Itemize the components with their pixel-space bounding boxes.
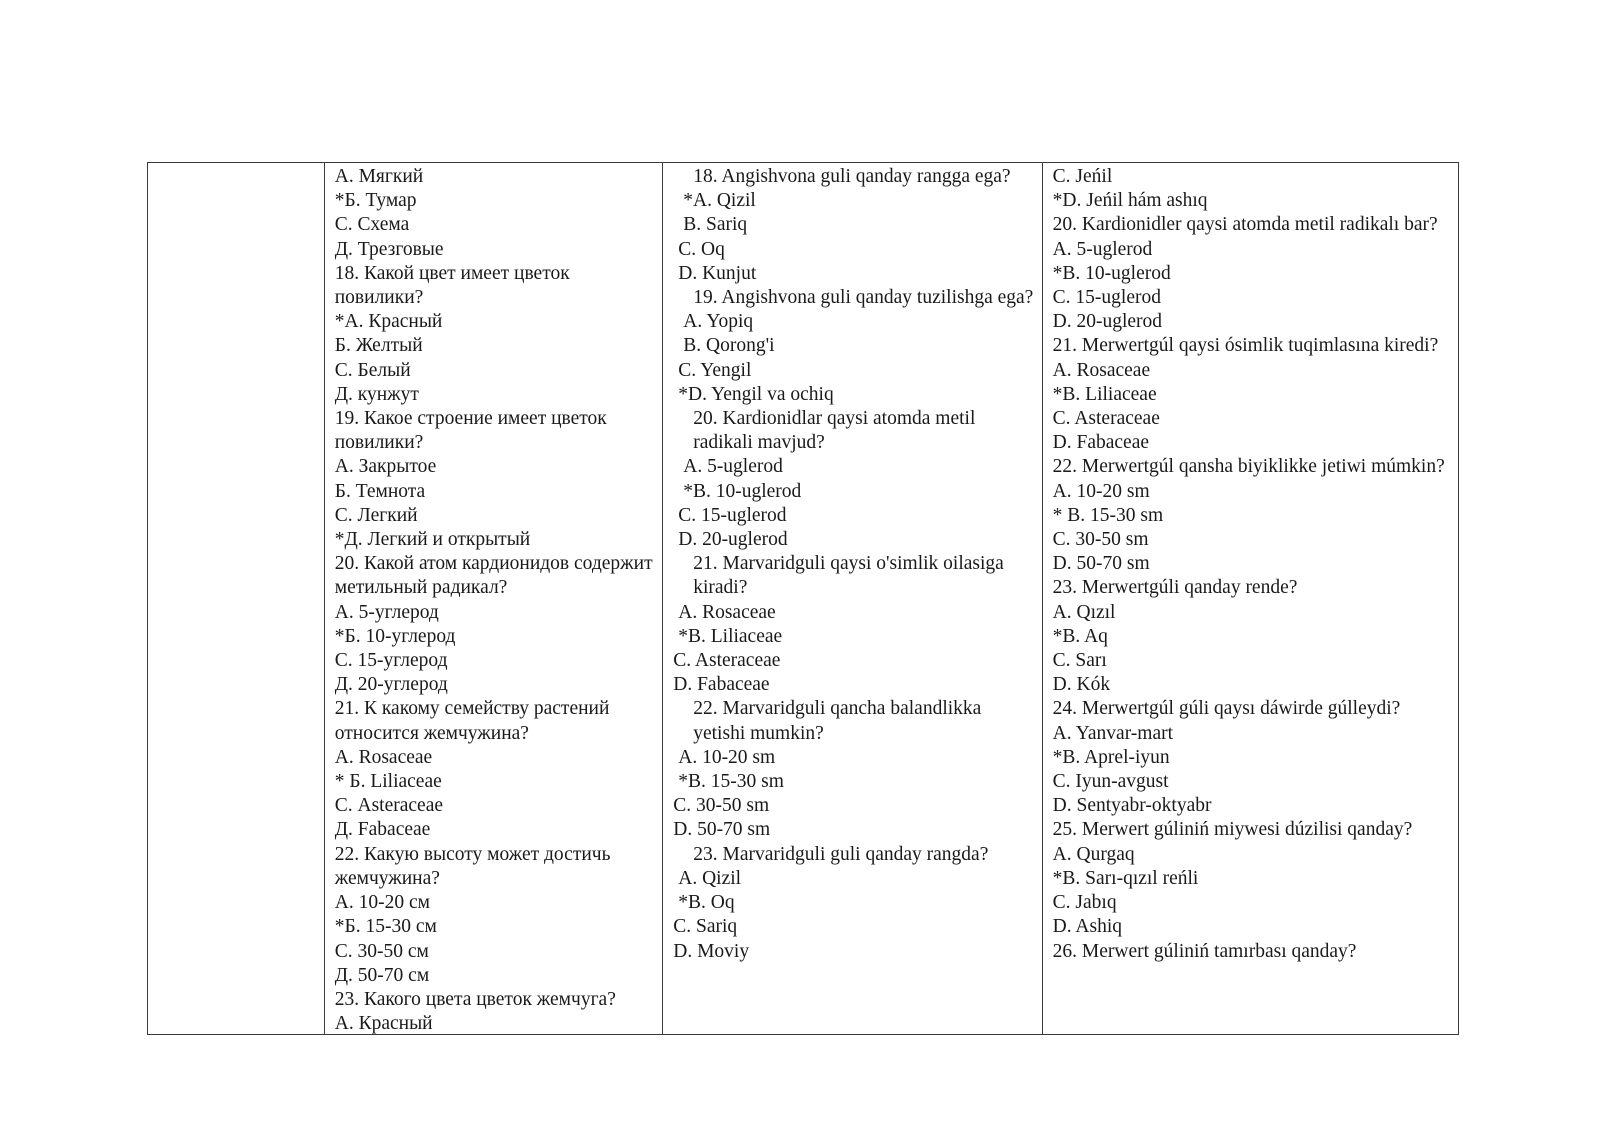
answer-option: A. Qizil bbox=[678, 867, 742, 889]
question-text: 20. Kardionidler qaysi atomda metil radikalı bar? bbox=[1052, 214, 1438, 236]
answer-option: D. Kunjut bbox=[678, 262, 757, 284]
answer-option: *B. Aprel-iyun bbox=[1052, 746, 1170, 768]
answer-option: *B. Sarı-qızıl reńli bbox=[1052, 867, 1199, 889]
answer-option: С. 30-50 см bbox=[334, 940, 429, 962]
answer-option: С. Asteraceae bbox=[334, 795, 444, 817]
answer-option: *A. Qizil bbox=[683, 190, 756, 212]
question-text: 21. К какому семейству растений относится жемчужина? bbox=[334, 698, 610, 744]
answer-option: Б. Желтый bbox=[334, 335, 423, 357]
karakalpak-column bbox=[1042, 163, 1458, 1034]
answer-option: Д. Fabaceae bbox=[334, 819, 431, 841]
answer-option: *B. Aq bbox=[1052, 625, 1108, 647]
question-text: 21. Merwertgúl qaysi ósimlik tuqimlasına kiredi? bbox=[1052, 335, 1439, 357]
answer-option: *B. 10-uglerod bbox=[1052, 262, 1171, 284]
answer-option: A. 10-20 sm bbox=[678, 746, 776, 768]
answer-option: A. Yopiq bbox=[683, 311, 754, 333]
russian-column bbox=[324, 163, 662, 1034]
answer-option: А. Закрытое bbox=[334, 456, 437, 478]
answer-option: B. Sariq bbox=[683, 214, 748, 236]
question-text: 19. Какое строение имеет цветок повилики? bbox=[334, 408, 607, 454]
answer-option: D. Fabaceae bbox=[1052, 432, 1150, 454]
answer-option: C. Jabıq bbox=[1052, 892, 1117, 914]
answer-option: D. Kók bbox=[1052, 674, 1111, 696]
answer-option: *D. Jeńil hám ashıq bbox=[1052, 190, 1208, 212]
answer-option: А. 10-20 см bbox=[334, 892, 430, 914]
answer-option: *B. 15-30 sm bbox=[678, 771, 784, 793]
answer-option: С. Схема bbox=[334, 214, 410, 236]
answer-option: D. Sentyabr-oktyabr bbox=[1052, 795, 1212, 817]
question-text: 22. Marvaridguli qancha balandlikka yetishi mumkin? bbox=[693, 698, 982, 744]
answer-option: D. 50-70 sm bbox=[1052, 553, 1150, 575]
answer-option: С. 15-углерод bbox=[334, 650, 448, 672]
answer-option: A. Rosaceae bbox=[1052, 359, 1151, 381]
answer-option: D. 20-uglerod bbox=[1052, 311, 1163, 333]
answer-option: A. 5-uglerod bbox=[683, 456, 783, 478]
answer-option: 26. Merwert gúliniń tamırbası qanday? bbox=[1052, 940, 1357, 962]
answer-option: A. Yanvar-mart bbox=[1052, 722, 1174, 744]
answer-option: A. Rosaceae bbox=[678, 601, 776, 623]
answer-option: С. Легкий bbox=[334, 504, 418, 526]
answer-option: C. Sarı bbox=[1052, 650, 1107, 672]
answer-option: B. Qorong'i bbox=[683, 335, 775, 357]
answer-option: C. Sariq bbox=[673, 916, 738, 938]
document-table bbox=[147, 162, 1459, 1035]
question-text: 18. Какой цвет имеет цветок повилики? bbox=[334, 262, 570, 309]
answer-option: * Б. Liliaceae bbox=[334, 771, 442, 793]
question-text: 23. Какого цвета цветок жемчуга? bbox=[334, 988, 616, 1010]
answer-option: A. Qurgaq bbox=[1052, 843, 1135, 865]
answer-option: C. Yengil bbox=[678, 359, 752, 381]
answer-option: C. Asteraceae bbox=[1052, 408, 1160, 430]
answer-option: Д. Трезговые bbox=[334, 238, 444, 260]
answer-option: C. Jeńil bbox=[1052, 166, 1113, 187]
answer-option: *B. Liliaceae bbox=[1052, 383, 1157, 405]
answer-option: *Б. 15-30 см bbox=[334, 916, 437, 938]
answer-option: *Б. 10-углерод bbox=[334, 625, 456, 647]
answer-option: *B. Oq bbox=[678, 892, 735, 914]
question-text: 22. Merwertgúl qansha biyiklikke jetiwi múmkin? bbox=[1052, 456, 1445, 478]
answer-option: Д. 50-70 см bbox=[334, 964, 430, 986]
answer-option: A. Qızıl bbox=[1052, 601, 1116, 623]
answer-option: D. 20-uglerod bbox=[678, 529, 788, 551]
answer-option: A. 5-uglerod bbox=[1052, 238, 1153, 260]
question-text: 18. Angishvona guli qanday rangga ega? bbox=[693, 166, 1011, 187]
answer-option: *D. Yengil va ochiq bbox=[678, 383, 834, 405]
answer-option: С. Белый bbox=[334, 359, 411, 381]
answer-option: А. Красный bbox=[334, 1013, 433, 1034]
answer-option: *B. Liliaceae bbox=[678, 625, 783, 647]
answer-option: C. Asteraceae bbox=[673, 650, 781, 672]
question-text: 20. Kardionidlar qaysi atomda metil radikali mavjud? bbox=[693, 408, 976, 454]
question-text: 19. Angishvona guli qanday tuzilishga ega? bbox=[693, 287, 1034, 309]
answer-option: *Б. Тумар bbox=[334, 190, 417, 212]
answer-option: *А. Красный bbox=[334, 311, 443, 333]
answer-option: А. Rosaceae bbox=[334, 746, 433, 768]
question-text: 23. Marvaridguli guli qanday rangda? bbox=[693, 843, 989, 865]
answer-option: *B. 10-uglerod bbox=[683, 480, 802, 502]
answer-option: D. Fabaceae bbox=[673, 674, 770, 696]
answer-option: А. Мягкий bbox=[334, 166, 424, 187]
answer-option: 24. Merwertgúl gúli qaysı dáwirde gúlleydi? bbox=[1052, 698, 1401, 720]
answer-option: Б. Темнота bbox=[334, 480, 426, 502]
answer-option: А. 5-углерод bbox=[334, 601, 439, 623]
answer-option: 25. Merwert gúliniń miywesi dúzilisi qanday? bbox=[1052, 819, 1413, 841]
answer-option: D. Moviy bbox=[673, 940, 750, 962]
empty-column bbox=[148, 163, 324, 1034]
answer-option: C. Oq bbox=[678, 238, 725, 260]
answer-option: * B. 15-30 sm bbox=[1052, 504, 1164, 526]
answer-option: 23. Merwertgúli qanday rende? bbox=[1052, 577, 1298, 599]
answer-option: C. Iyun-avgust bbox=[1052, 771, 1169, 793]
answer-option: C. 30-50 sm bbox=[673, 795, 770, 817]
answer-option: C. 15-uglerod bbox=[1052, 287, 1161, 309]
answer-option: *Д. Легкий и открытый bbox=[334, 529, 531, 551]
answer-option: D. 50-70 sm bbox=[673, 819, 771, 841]
question-text: 21. Marvaridguli qaysi o'simlik oilasiga kiradi? bbox=[693, 553, 1004, 599]
answer-option: C. 15-uglerod bbox=[678, 504, 787, 526]
answer-option: C. 30-50 sm bbox=[1052, 529, 1149, 551]
answer-option: Д. 20-углерод bbox=[334, 674, 448, 696]
answer-option: A. 10-20 sm bbox=[1052, 480, 1150, 502]
uzbek-column bbox=[662, 163, 1041, 1034]
question-text: 22. Какую высоту может достичь жемчужина? bbox=[334, 843, 611, 889]
answer-option: Д. кунжут bbox=[334, 383, 419, 405]
question-text: 20. Какой атом кардионидов содержит метильный радикал? bbox=[334, 553, 653, 599]
answer-option: D. Ashiq bbox=[1052, 916, 1123, 938]
